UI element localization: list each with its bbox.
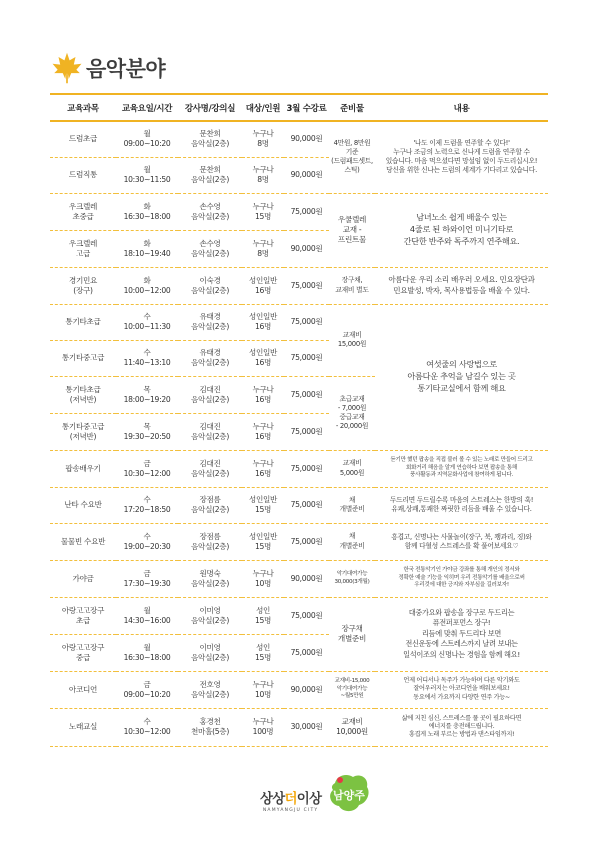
course-schedule: 목 18:00~19:20 [116,376,178,413]
course-fee: 75,000원 [284,193,329,230]
course-name: 드럼초급 [50,121,116,157]
course-description: 대중가요와 팝송을 장구로 두드리는 퓨전퍼포먼스 장구! 리듬에 맞춰 두드리다 보면 전신운동에 스트레스까지 날려 보내는 일석이조의 신명나는 경험을 함께 해요! [375,597,548,671]
footer-logos [260,773,460,813]
course-schedule: 금 17:30~19:30 [116,560,178,597]
course-schedule: 월 10:30~11:50 [116,157,178,193]
course-description: 삶에 지친 심신, 스트레스를 풀 곳이 필요하다면 에너지를 충전해드립니다. 흥겹게 노래 부르는 방법과 댄스타임까지! [375,708,548,746]
course-name: 아코디언 [50,671,116,708]
course-instructor: 이미영 음악실(2층) [178,634,242,671]
course-target: 성인 15명 [242,597,284,634]
course-target: 누구나 8명 [242,230,284,267]
table-row [50,560,548,597]
course-name: 경기민요 (장구) [50,267,116,304]
table-row [50,121,548,157]
course-materials: 악기대여가능 30,000(3개월) [329,560,375,597]
course-fee: 75,000원 [284,597,329,634]
table-row [50,304,548,340]
course-name: 우크렐레 초중급 [50,193,116,230]
course-materials: 교재비 5,000원 [329,450,375,487]
course-fee: 75,000원 [284,523,329,560]
course-target: 누구나 16명 [242,376,284,413]
table-row [50,671,548,708]
course-target: 누구나 10명 [242,671,284,708]
course-description: 흥겹고, 신명나는 사물놀이(장구, 북, 꽹과리, 징)와 함께 다혈성 스트레스를 확 풀어보세요♡ [375,523,548,560]
course-name: 아랑고고장구 초급 [50,597,116,634]
course-fee: 90,000원 [284,230,329,267]
course-schedule: 수 11:40~13:10 [116,340,178,376]
course-name: 우크렐레 고급 [50,230,116,267]
course-name: 노래교실 [50,708,116,746]
course-instructor: 원명숙 음악실(2층) [178,560,242,597]
course-target: 성인일반 16명 [242,340,284,376]
course-instructor: 전호영 음악실(2층) [178,671,242,708]
course-materials: 초급교재 - 7,000원 중급교재 - 20,000원 [329,376,375,450]
column-header-instructor: 강사명/강의실 [178,94,242,121]
course-fee: 75,000원 [284,413,329,450]
course-schedule: 금 09:00~10:20 [116,671,178,708]
course-schedule: 화 10:00~12:00 [116,267,178,304]
column-header-course: 교육과목 [50,94,116,121]
namyangju-city-emblem-icon [327,773,371,813]
column-header-fee: 3월 수강료 [284,94,329,121]
course-target: 누구나 16명 [242,450,284,487]
course-schedule: 목 19:30~20:50 [116,413,178,450]
course-description: 두드리면 두드릴수록 마음의 스트레스는 한방의 훅! 유쾌,상쾌,통쾌한 짜릿한 리듬을 배울 수 있습니다. [375,487,548,523]
column-header-schedule: 교육요일/시간 [116,94,178,121]
course-instructor: 손수영 음악실(2층) [178,193,242,230]
course-instructor: 장점름 음악실(2층) [178,523,242,560]
table-row [50,487,548,523]
course-target: 성인일반 16명 [242,304,284,340]
course-target: 성인 15명 [242,634,284,671]
course-instructor: 이숙경 음악실(2층) [178,267,242,304]
course-target: 성인일반 16명 [242,267,284,304]
course-schedule: 수 10:30~12:00 [116,708,178,746]
course-schedule: 수 17:20~18:50 [116,487,178,523]
course-description: 아름다운 우리 소리 배우러 오세요. 민요장단과 민요발성, 박자, 목사용법등을 배울 수 있다. [375,267,548,304]
course-fee: 75,000원 [284,304,329,340]
course-target: 누구나 10명 [242,560,284,597]
course-description: 여섯줄의 사랑법으로 아름다운 추억을 남길수 있는 곳 통기타교실에서 함께 해요 [375,304,548,450]
course-schedule: 금 10:30~12:00 [116,450,178,487]
course-instructor: 김대진 음악실(2층) [178,376,242,413]
table-row [50,267,548,304]
course-materials: 교재비-15,000 악기대여가능 ~월5만원 [329,671,375,708]
course-fee: 75,000원 [284,340,329,376]
course-instructor: 손수영 음악실(2층) [178,230,242,267]
course-fee: 30,000원 [284,708,329,746]
course-materials: 교재비 10,000원 [329,708,375,746]
course-materials: 채 개별준비 [329,523,375,560]
course-name: 물물빈 수요반 [50,523,116,560]
course-fee: 75,000원 [284,376,329,413]
column-header-materials: 준비물 [329,94,375,121]
course-target: 누구나 16명 [242,413,284,450]
slogan-text-1: 상상 [260,790,285,807]
course-fee: 90,000원 [284,560,329,597]
slogan-text-2: 이상 [296,790,322,807]
course-schedule: 수 10:00~11:30 [116,304,178,340]
table-row [50,597,548,634]
course-schedule: 월 16:30~18:00 [116,634,178,671]
course-description: 듣기만 했던 팝송을 직접 불러 볼 수 있는 노래로 만들어 드리고 회화거리 해음을 알게 연습하다 보면 팝송을 통해 풍사활동과 지역문화사업에 참여하게 됩니다. [375,450,548,487]
city-logo-text: 남양주 [333,789,366,802]
course-name: 가야금 [50,560,116,597]
course-description: 한국 전통악기인 가야금 강좌를 통해 개인의 정서와 정확한 예술 기능을 익히며 우리 전통악기를 배울으로써 우리것에 대한 긍지와 자부심을 길러보자! [375,560,548,597]
course-materials: 우쿨렐레 교재 - 프린트물 [329,193,375,267]
course-name: 난타 수요반 [50,487,116,523]
column-header-target: 대상/인원 [242,94,284,121]
course-name: 드럼직통 [50,157,116,193]
course-target: 성인일반 15명 [242,523,284,560]
course-instructor: 김대진 음악실(2층) [178,450,242,487]
course-instructor: 이미영 음악실(2층) [178,597,242,634]
course-name: 통기타중고급 (저녁반) [50,413,116,450]
course-description: 남녀노소 쉽게 배울수 있는 4줄로 된 하와이언 미니기타로 간단한 반주와 독주까지 연주해요. [375,193,548,267]
course-schedule: 월 14:30~16:00 [116,597,178,634]
course-description: 언제 어디서나 독주가 가능하며 다른 악기와도 잘어우러지는 아코디언을 배워보세요! 동요에서 가요까지 다양한 연주 가능~ [375,671,548,708]
course-target: 누구나 100명 [242,708,284,746]
section-title: 음악분야 [86,57,166,81]
table-row [50,523,548,560]
course-table [50,93,548,747]
table-row [50,450,548,487]
course-schedule: 화 16:30~18:00 [116,193,178,230]
course-schedule: 수 19:00~20:30 [116,523,178,560]
course-target: 성인일반 15명 [242,487,284,523]
course-materials: 채 개별준비 [329,487,375,523]
slogan-logo [260,790,322,814]
course-materials: 교재비 15,000원 [329,304,375,376]
column-header-content: 내용 [375,94,548,121]
table-header-row [50,94,548,121]
course-target: 누구나 8명 [242,121,284,157]
course-fee: 90,000원 [284,671,329,708]
course-name: 팝송배우기 [50,450,116,487]
course-name: 통기타초급 [50,304,116,340]
course-fee: 90,000원 [284,121,329,157]
section-header [50,50,165,86]
course-materials: 장구채, 교재비 별도 [329,267,375,304]
course-materials: 장구채 개별준비 [329,597,375,671]
course-fee: 75,000원 [284,487,329,523]
course-fee: 90,000원 [284,157,329,193]
course-description: '나도 이제 드럼을 연주할 수 있다!' 누구나 조금의 노력으로 신나게 드럼을 연주할 수 있습니다. 마음 먹으셨다면 망설임 없이 두드리십시오! 당신을 위한 신나는 드럼의 세계가 기다리고 있습니다. [375,121,548,193]
table-row [50,708,548,746]
course-instructor: 문찬희 음악실(2층) [178,121,242,157]
course-fee: 75,000원 [284,634,329,671]
slogan-text-accent: 더 [284,790,297,807]
maple-leaf-icon [50,51,84,85]
course-schedule: 월 09:00~10:20 [116,121,178,157]
course-materials: 4만원, 8만원 기준 (드럼패드셋트, 스틱) [329,121,375,193]
course-instructor: 유태경 음악실(2층) [178,340,242,376]
course-instructor: 유태경 음악실(2층) [178,304,242,340]
slogan-subtitle: NAMYANGJU CITY [262,808,319,813]
course-instructor: 문찬희 음악실(2층) [178,157,242,193]
table-row [50,193,548,230]
course-target: 누구나 15명 [242,193,284,230]
course-instructor: 홍경천 천마홀(5층) [178,708,242,746]
course-schedule: 화 18:10~19:40 [116,230,178,267]
course-name: 통기타중고급 [50,340,116,376]
course-target: 누구나 8명 [242,157,284,193]
course-fee: 75,000원 [284,267,329,304]
course-fee: 75,000원 [284,450,329,487]
course-instructor: 김대진 음악실(2층) [178,413,242,450]
course-name: 통기타초급 (저녁반) [50,376,116,413]
course-name: 아랑고고장구 중급 [50,634,116,671]
course-instructor: 장점름 음악실(2층) [178,487,242,523]
